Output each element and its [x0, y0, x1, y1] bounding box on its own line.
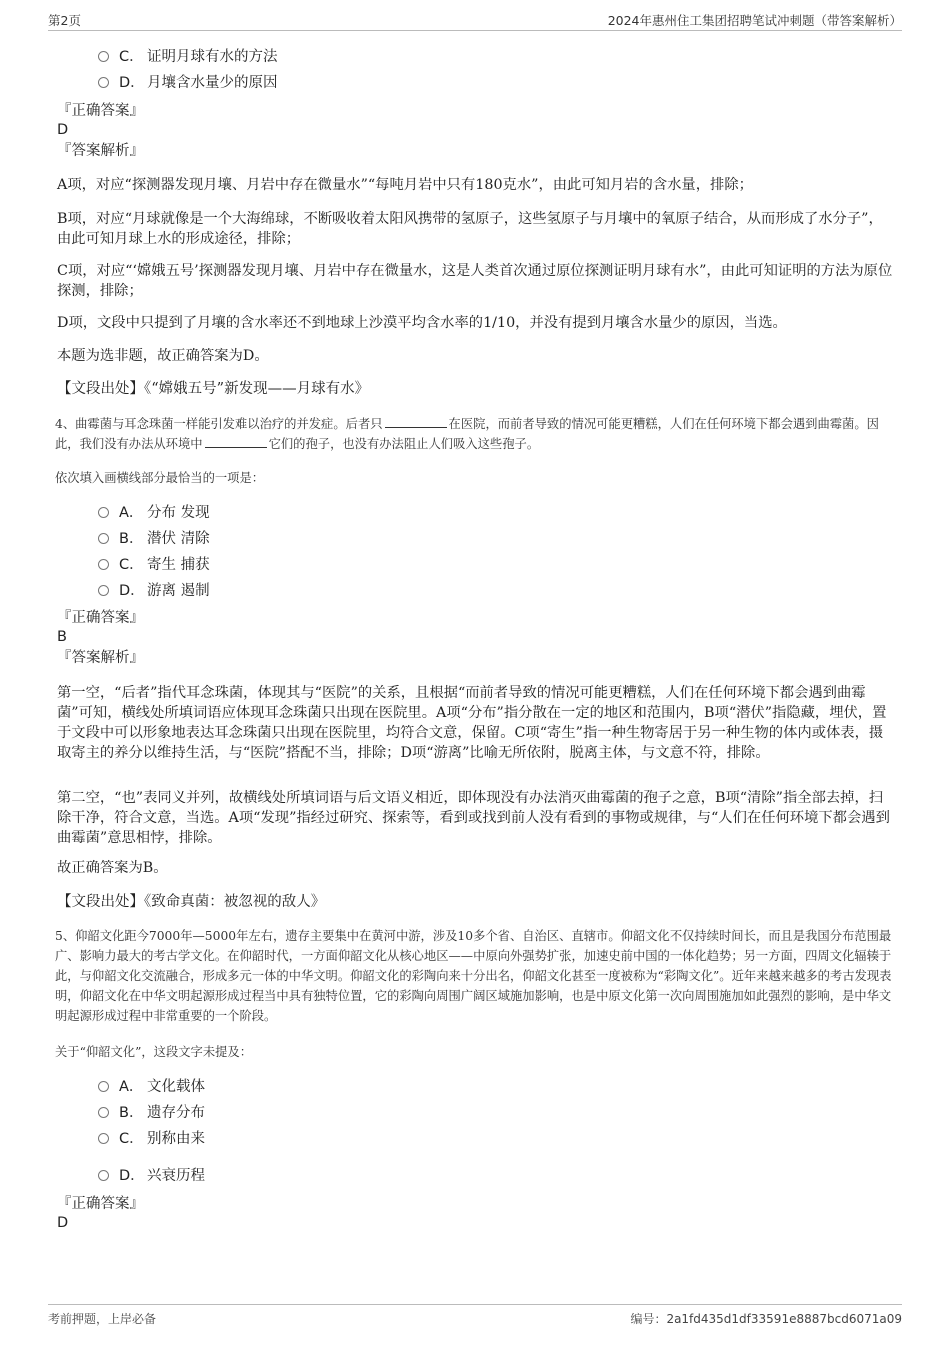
radio-icon[interactable]: [98, 77, 109, 88]
q5-answer: D: [57, 1215, 69, 1231]
radio-icon[interactable]: [98, 1107, 109, 1118]
q4-stem: 4、曲霉菌与耳念珠菌一样能引发难以治疗的并发症。后者只 在医院，而前者导致的情况可能更糟糕，人们在任何环境下都会遇到曲霉菌。因此，我们没有办法从环境中 它们的孢子，也没有办法阻止人们吸入这些孢子。: [55, 417, 879, 451]
q3-source: 【文段出处】《“嫦娥五号”新发现——月球有水》: [57, 381, 370, 397]
q3-option-d[interactable]: D． 月壤含水量少的原因: [98, 73, 278, 93]
radio-icon[interactable]: [98, 1081, 109, 1092]
radio-icon[interactable]: [98, 533, 109, 544]
q3-analysis-a: A项，对应“探测器发现月壤、月岩中存在微量水”“每吨月岩中只有180克水”，由此可知月岩的含水量，排除；: [57, 177, 753, 193]
radio-icon[interactable]: [98, 559, 109, 570]
q4-option-b[interactable]: B． 潜伏 清除: [98, 529, 210, 549]
q5-stem: 5、仰韶文化距今7000年—5000年左右，遗存主要集中在黄河中游，涉及10多个省、自治区、直辖市。仰韶文化不仅持续时间长，而且是我国分布范围最广、影响力最大的考古学文化。在仰韶时代，一方面仰韶文化从核心地区——中原向外强势扩张，加速史前中国的一体化趋势；另一方面，四周文化辐辏于此，与仰韶文化交流融合，形成多元一体的中华文明。仰韶文化的彩陶向来十分出名，仰韶文化甚至一度被称为“彩陶文化”。近年来越来越多的考古发现表明，仰韶文化在中华文明起源形成过程当中具有独特位置，它的彩陶向周围广阔区域施加影响，也是中原文化第一次向周围施加如此强烈的影响，是中华文明起源形成过程中非常重要的一个阶段。: [55, 929, 892, 1023]
q4-prompt: 依次填入画横线部分最恰当的一项是：: [55, 471, 265, 485]
document-title: 2024年惠州住工集团招聘笔试冲刺题（带答案解析）: [607, 13, 902, 28]
q3-analysis-label: 『答案解析』: [57, 143, 144, 159]
q4-option-a[interactable]: A． 分布 发现: [98, 503, 210, 523]
q5-option-c[interactable]: C． 别称由来: [98, 1129, 205, 1149]
page-header: [48, 8, 902, 31]
q4-answer-label: 『正确答案』: [57, 610, 144, 626]
q4-option-d[interactable]: D． 游离 遏制: [98, 581, 210, 601]
q3-conclusion: 本题为选非题，故正确答案为D。: [57, 348, 269, 364]
q4-answer: B: [57, 629, 67, 645]
q4-analysis-second-blank: 第二空，“也”表同义并列，故横线处所填词语与后文语义相近，即体现没有办法消灭曲霉菌的孢子之意，B项“清除”指全部去掉，扫除干净，符合文意，当选。A项“发现”指经过研究、探索等，看到或找到前人没有看到的事物或规律，与“人们在任何环境下都会遇到曲霉菌”意思相悖，排除。: [57, 790, 890, 846]
blank-2: [205, 435, 267, 448]
q3-analysis-d: D项，文段中只提到了月壤的含水率还不到地球上沙漠平均含水率的1/10，并没有提到月壤含水量少的原因，当选。: [57, 315, 787, 331]
q4-conclusion: 故正确答案为B。: [57, 860, 168, 876]
q4-source: 【文段出处】《致命真菌：被忽视的敌人》: [57, 894, 326, 910]
document-code: 编号：2a1fd435d1df33591e8887bcd6071a09: [630, 1312, 902, 1326]
radio-icon[interactable]: [98, 1170, 109, 1181]
radio-icon[interactable]: [98, 585, 109, 596]
q5-answer-label: 『正确答案』: [57, 1196, 144, 1212]
q3-option-c[interactable]: C． 证明月球有水的方法: [98, 47, 278, 67]
radio-icon[interactable]: [98, 1133, 109, 1144]
q5-option-d[interactable]: D． 兴衰历程: [98, 1166, 205, 1186]
q4-analysis-label: 『答案解析』: [57, 650, 144, 666]
radio-icon[interactable]: [98, 507, 109, 518]
q3-answer: D: [57, 122, 69, 138]
radio-icon[interactable]: [98, 51, 109, 62]
q3-analysis-c: C项，对应“‘嫦娥五号’探测器发现月壤、月岩中存在微量水，这是人类首次通过原位探测证明月球有水”，由此可知证明的方法为原位探测，排除；: [57, 263, 893, 299]
footer-slogan: 考前押题，上岸必备: [48, 1312, 157, 1326]
page-footer: [48, 1304, 902, 1327]
q5-option-a[interactable]: A． 文化载体: [98, 1077, 205, 1097]
q5-prompt: 关于“仰韶文化”，这段文字未提及：: [55, 1045, 253, 1059]
q3-answer-label: 『正确答案』: [57, 103, 144, 119]
page-number: 第2页: [48, 13, 81, 28]
q4-analysis-first-blank: 第一空，“后者”指代耳念珠菌，体现其与“医院”的关系，且根据“而前者导致的情况可能更糟糕，人们在任何环境下都会遇到曲霉菌”可知，横线处所填词语应体现耳念珠菌只出现在医院里。A项“分布”指分散在一定的地区和范围内，B项“潜伏”指隐藏，埋伏，置于文段中可以形象地表达耳念珠菌只出现在医院里，均符合文意，保留。C项“寄生”指一种生物寄居于另一种生物的体内或体表，摄取寄主的养分以维持生活，与“医院”搭配不当，排除；D项“游离”比喻无所依附，脱离主体，与文意不符，排除。: [57, 685, 887, 761]
q3-analysis-b: B项，对应“月球就像是一个大海绵球，不断吸收着太阳风携带的氢原子，这些氢原子与月壤中的氧原子结合，从而形成了水分子”，由此可知月球上水的形成途径，排除；: [57, 211, 883, 247]
q5-option-b[interactable]: B． 遗存分布: [98, 1103, 205, 1123]
q4-option-c[interactable]: C． 寄生 捕获: [98, 555, 210, 575]
blank-1: [385, 415, 447, 428]
